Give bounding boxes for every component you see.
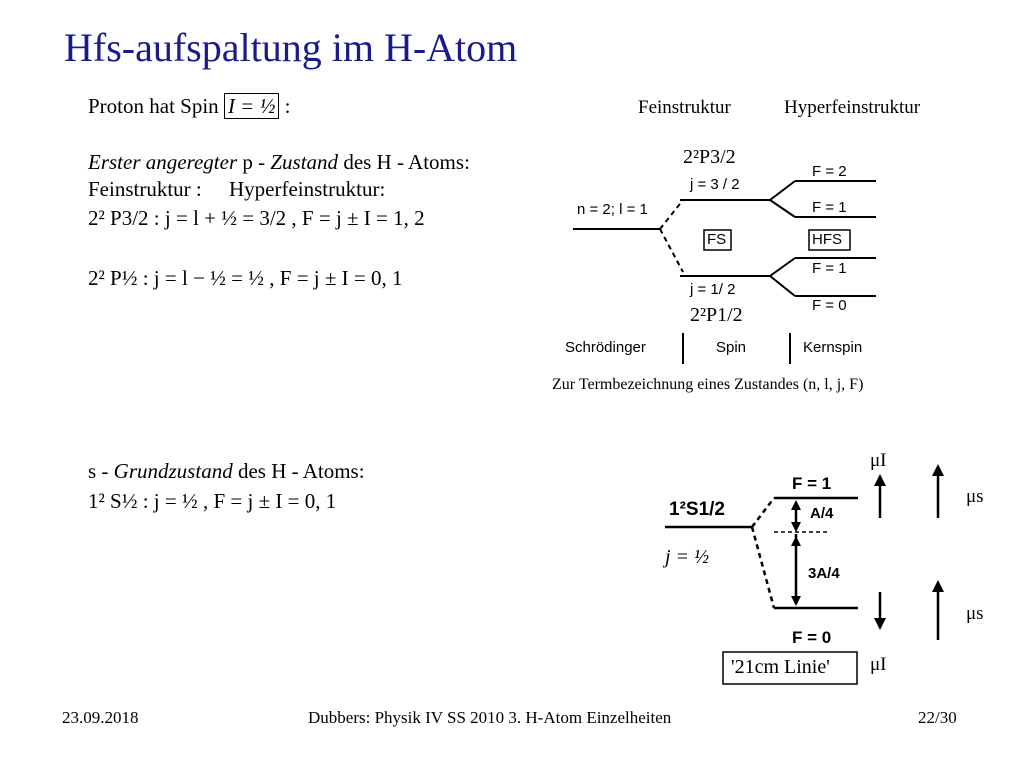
label-a34: 3A/4 — [808, 565, 840, 582]
fine-structure-label: Feinstruktur : — [88, 177, 202, 201]
ground-rest: des H - Atoms: — [237, 459, 365, 483]
label-kernspin: Kernspin — [803, 339, 863, 356]
label-jhalf: j = ½ — [665, 546, 710, 568]
fs-split-down — [660, 229, 683, 272]
slide-title: Hfs-aufspaltung im H-Atom — [64, 25, 518, 70]
excited-mid: p - — [242, 150, 266, 174]
fs-split-up — [660, 200, 683, 229]
eq-s12: 1² S½ : j = ½ , F = j ± I = 0, 1 — [88, 489, 337, 513]
label-j32: j = 3 / 2 — [690, 176, 740, 193]
hfs-down-1 — [770, 200, 795, 217]
label-schroedinger: Schrödinger — [565, 339, 646, 356]
label-hfs: HFS — [812, 231, 842, 248]
label-a4: A/4 — [810, 505, 834, 522]
label-j12: j = 1/ 2 — [690, 281, 736, 298]
caption: Zur Termbezeichnung eines Zustandes (n, l, j, F) — [552, 376, 864, 393]
label-spin: Spin — [716, 339, 747, 356]
mu-i-top: μI — [870, 450, 887, 471]
linie-label: '21cm Linie' — [731, 656, 830, 678]
label-p32: 2²P3/2 — [683, 146, 736, 168]
spin-box: I = ½ — [224, 93, 279, 119]
col-fine: Feinstruktur — [638, 97, 731, 118]
hfs-up-2 — [770, 258, 795, 276]
mu-s-top: μs — [966, 486, 984, 507]
eq-p12: 2² P½ : j = l − ½ = ½ , F = j ± I = 0, 1 — [88, 266, 403, 290]
label-f1a: F = 1 — [812, 199, 847, 216]
footer-page: 22/30 — [918, 708, 957, 727]
label-f1-ground: F = 1 — [792, 474, 832, 493]
proton-spin-suffix: : — [284, 94, 291, 118]
ground-italic: Grundzustand — [113, 459, 233, 483]
excited-rest: des H - Atoms: — [343, 150, 470, 174]
mu-s-bottom: μs — [966, 603, 984, 624]
label-s12: 1²S1/2 — [669, 499, 725, 520]
excited-italic: Erster angeregter — [88, 150, 238, 174]
label-f0: F = 0 — [812, 297, 847, 314]
hyperfine-label: Hyperfeinstruktur: — [229, 177, 386, 201]
excited-italic2: Zustand — [270, 150, 339, 174]
hfs-up-1 — [770, 181, 795, 200]
label-f1b: F = 1 — [812, 260, 847, 277]
hfs-down-2 — [770, 276, 795, 296]
label-fs: FS — [707, 231, 727, 248]
label-f2: F = 2 — [812, 163, 847, 180]
col-hyperfine: Hyperfeinstruktur — [784, 97, 921, 118]
s-split-down — [752, 527, 774, 608]
label-n2: n = 2; l = 1 — [577, 201, 648, 218]
s-split-up — [752, 498, 774, 527]
eq-p32: 2² P3/2 : j = l + ½ = 3/2 , F = j ± I = 1, 2 — [88, 206, 425, 230]
footer-center: Dubbers: Physik IV SS 2010 3. H-Atom Einzelheiten — [308, 708, 672, 727]
proton-spin-prefix: Proton hat Spin — [88, 94, 219, 118]
footer-date: 23.09.2018 — [62, 708, 139, 727]
mu-i-bottom: μI — [870, 654, 887, 675]
ground-prefix: s - — [88, 459, 109, 483]
label-p12: 2²P1/2 — [690, 304, 743, 326]
label-f0-ground: F = 0 — [792, 628, 832, 647]
